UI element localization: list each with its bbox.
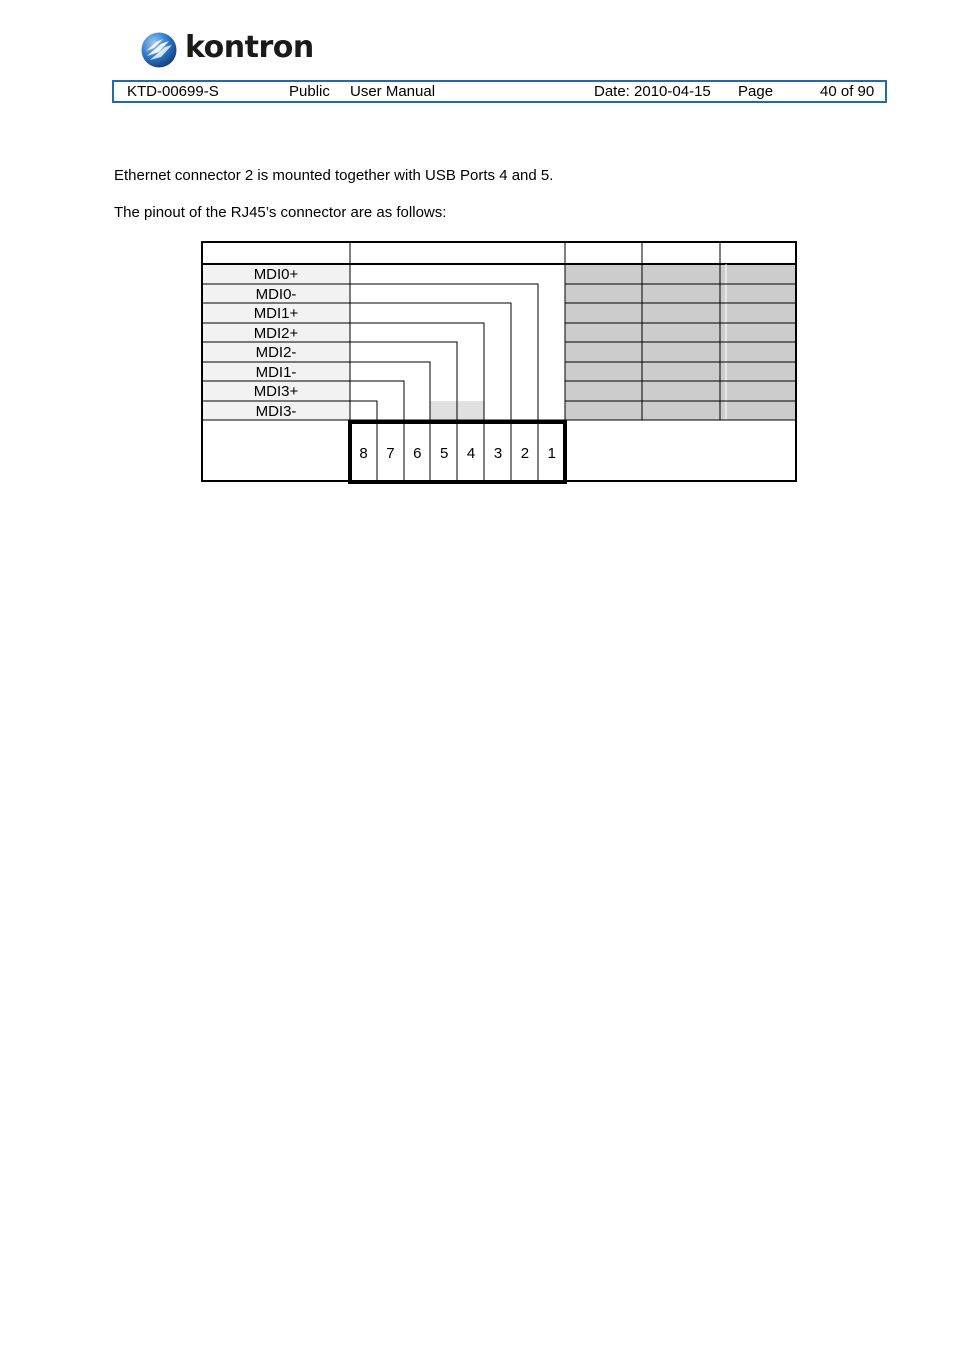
pin-number: 2	[520, 445, 530, 462]
signal-label: MDI1-	[255, 364, 297, 381]
pin-number: 8	[359, 445, 368, 462]
signal-label: MDI2+	[253, 325, 299, 342]
pin-number: 4	[466, 445, 476, 462]
pin-number: 7	[386, 445, 395, 462]
signal-label: MDI3+	[253, 383, 299, 400]
signal-label: MDI2-	[255, 344, 297, 361]
pin-number: 5	[440, 445, 449, 462]
doc-id: KTD-00699-S	[127, 83, 219, 100]
signal-label: MDI0-	[255, 286, 297, 303]
page-label: Page	[738, 83, 774, 100]
paragraph-pinout-intro: The pinout of the RJ45’s connector are as follows:	[114, 204, 447, 221]
doc-date: Date: 2010-04-15	[594, 83, 711, 100]
pin-number: 6	[413, 445, 422, 462]
pin-number: 1	[547, 445, 556, 462]
signal-label: MDI0+	[253, 266, 299, 283]
doc-type: User Manual	[350, 83, 436, 100]
wire-mdi3-plus	[350, 401, 377, 422]
signal-label: MDI1+	[253, 305, 299, 322]
wire-mdi2-minus	[350, 362, 430, 422]
logo-wordmark: kontron	[185, 30, 314, 65]
paragraph-usb-ports: Ethernet connector 2 is mounted together with USB Ports 4 and 5.	[114, 167, 554, 184]
page-number: 40 of 90	[820, 83, 875, 100]
doc-classification: Public	[289, 83, 330, 100]
signal-label: MDI3-	[255, 403, 297, 420]
pin-number: 3	[493, 445, 503, 462]
